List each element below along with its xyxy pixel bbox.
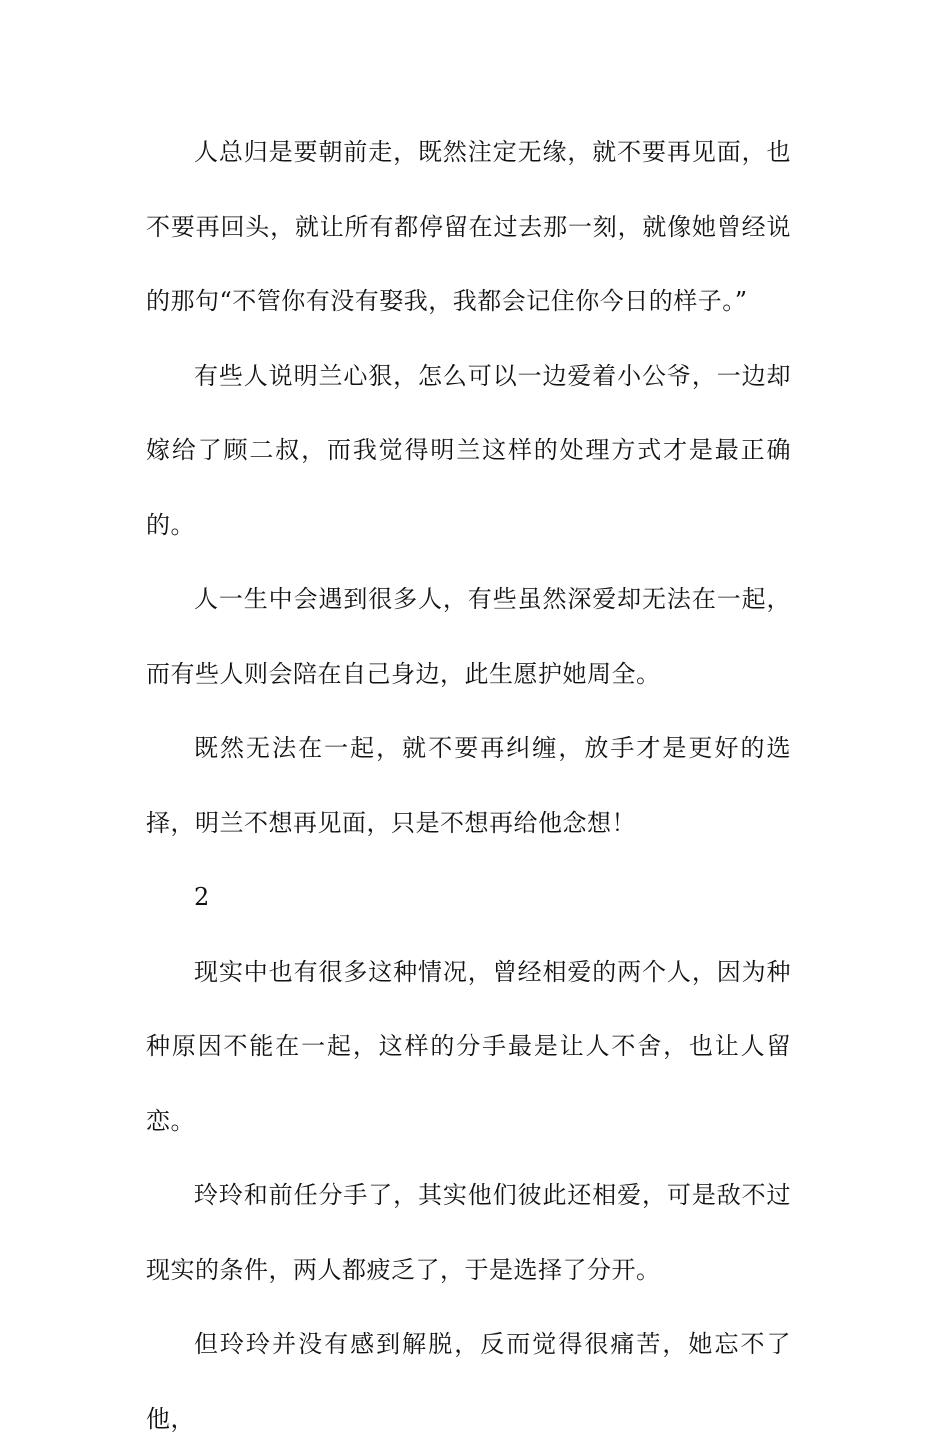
paragraph: 人总归是要朝前走，既然注定无缘，就不要再见面，也不要再回头，就让所有都停留在过去那一刻，就像她曾经说的那句“不管你有没有娶我，我都会记住你今日的样子。” [146, 138, 791, 315]
section-number: 2 [194, 883, 210, 911]
paragraph: 现实中也有很多这种情况，曾经相爱的两个人，因为种种原因不能在一起，这样的分手最是让人不舍，也让人留恋。 [146, 957, 791, 1135]
paragraph: 人一生中会遇到很多人，有些虽然深爱却无法在一起，而有些人则会陪在自己身边，此生愿护她周全。 [146, 585, 791, 688]
paragraph: 玲玲和前任分手了，其实他们彼此还相爱，可是敌不过现实的条件，两人都疲乏了，于是选择了分开。 [146, 1181, 791, 1284]
paragraph: 既然无法在一起，就不要再纠缠，放手才是更好的选择，明兰不想再见面，只是不想再给他念想！ [146, 734, 791, 837]
paragraph: 有些人说明兰心狠，怎么可以一边爱着小公爷，一边却嫁给了顾二叔，而我觉得明兰这样的处理方式才是最正确的。 [146, 361, 791, 539]
document-page [146, 115, 791, 1456]
paragraph: 但玲玲并没有感到解脱，反而觉得很痛苦，她忘不了他， [146, 1330, 791, 1433]
